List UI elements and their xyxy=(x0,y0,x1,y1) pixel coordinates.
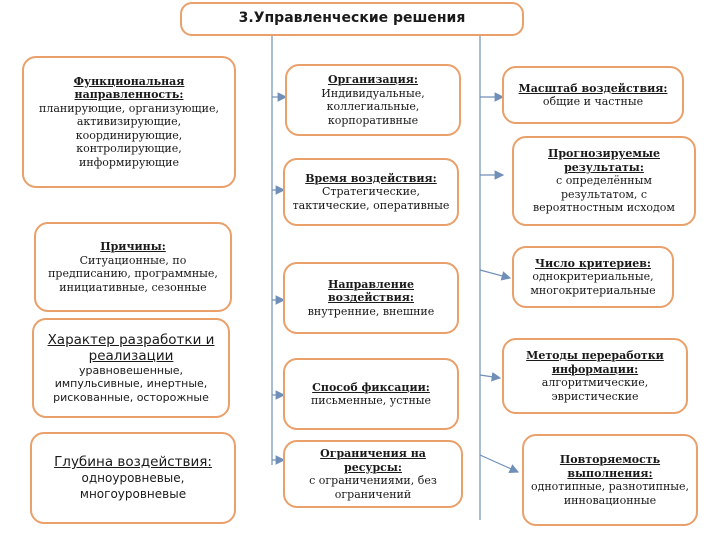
box-methods-body: алгоритмические, эвристические xyxy=(541,376,649,403)
box-methods-heading: Методы переработки информации: xyxy=(526,349,664,376)
box-criteria xyxy=(512,246,674,308)
box-functional xyxy=(22,56,236,188)
box-causes xyxy=(34,222,232,312)
diagram-title: 3.Управленческие решения xyxy=(238,10,466,27)
box-organization-body: Индивидуальные, коллегиальные, корпоративные xyxy=(321,86,425,127)
box-results xyxy=(512,136,696,226)
box-development-heading: Характер разработки и реализации xyxy=(47,331,215,364)
box-organization xyxy=(285,64,461,136)
box-time-body: Стратегические, тактические, оперативные xyxy=(292,185,450,212)
box-criteria-body: однокритериальные, многокритериальные xyxy=(530,270,656,297)
box-criteria-heading: Число критериев: xyxy=(535,256,651,270)
box-functional-heading: Функциональная направленность: xyxy=(73,74,185,102)
box-repeat-heading: Повторяемость выполнения: xyxy=(559,453,661,480)
box-organization-heading: Организация: xyxy=(328,73,418,86)
box-resources-heading: Ограничения на ресурсы: xyxy=(320,447,426,474)
box-fixation-heading: Способ фиксации: xyxy=(312,380,430,394)
title-box xyxy=(180,2,524,36)
box-repeat-body: однотипные, разнотипные, инновационные xyxy=(530,480,690,507)
box-depth-heading: Глубина воздействия: xyxy=(54,454,212,470)
box-results-heading: Прогнозируемые результаты: xyxy=(547,147,661,174)
box-resources-body: с ограничениями, без ограничений xyxy=(309,474,437,501)
box-causes-heading: Причины: xyxy=(100,240,166,253)
box-functional-body: планирующие, организующие, активизирующие, координирующие, контролирующие, информирующие xyxy=(39,101,219,169)
box-fixation xyxy=(283,358,459,430)
box-time xyxy=(283,158,459,226)
box-scale-heading: Масштаб воздействия: xyxy=(518,81,668,95)
box-causes-body: Ситуационные, по предписанию, программные, инициативные, сезонные xyxy=(48,253,218,294)
box-direction-heading: Направление воздействия: xyxy=(328,277,414,305)
box-depth-body: одноуровневые, многоуровневые xyxy=(79,471,187,501)
box-resources xyxy=(283,440,463,508)
box-scale-body: общие и частные xyxy=(542,95,644,108)
box-development-body: уравновешенные, импульсивные, инертные, рискованные, осторожные xyxy=(53,363,209,404)
box-repeat xyxy=(522,434,698,526)
box-direction-body: внутренние, внешние xyxy=(307,304,435,318)
box-results-body: с определённым результатом, с вероятностным исходом xyxy=(532,174,675,215)
box-direction xyxy=(283,262,459,334)
box-depth xyxy=(30,432,236,524)
box-methods xyxy=(502,338,688,414)
box-development xyxy=(32,318,230,418)
box-fixation-body: письменные, устные xyxy=(310,394,432,407)
box-scale xyxy=(502,66,684,124)
box-time-heading: Время воздействия: xyxy=(305,171,437,185)
